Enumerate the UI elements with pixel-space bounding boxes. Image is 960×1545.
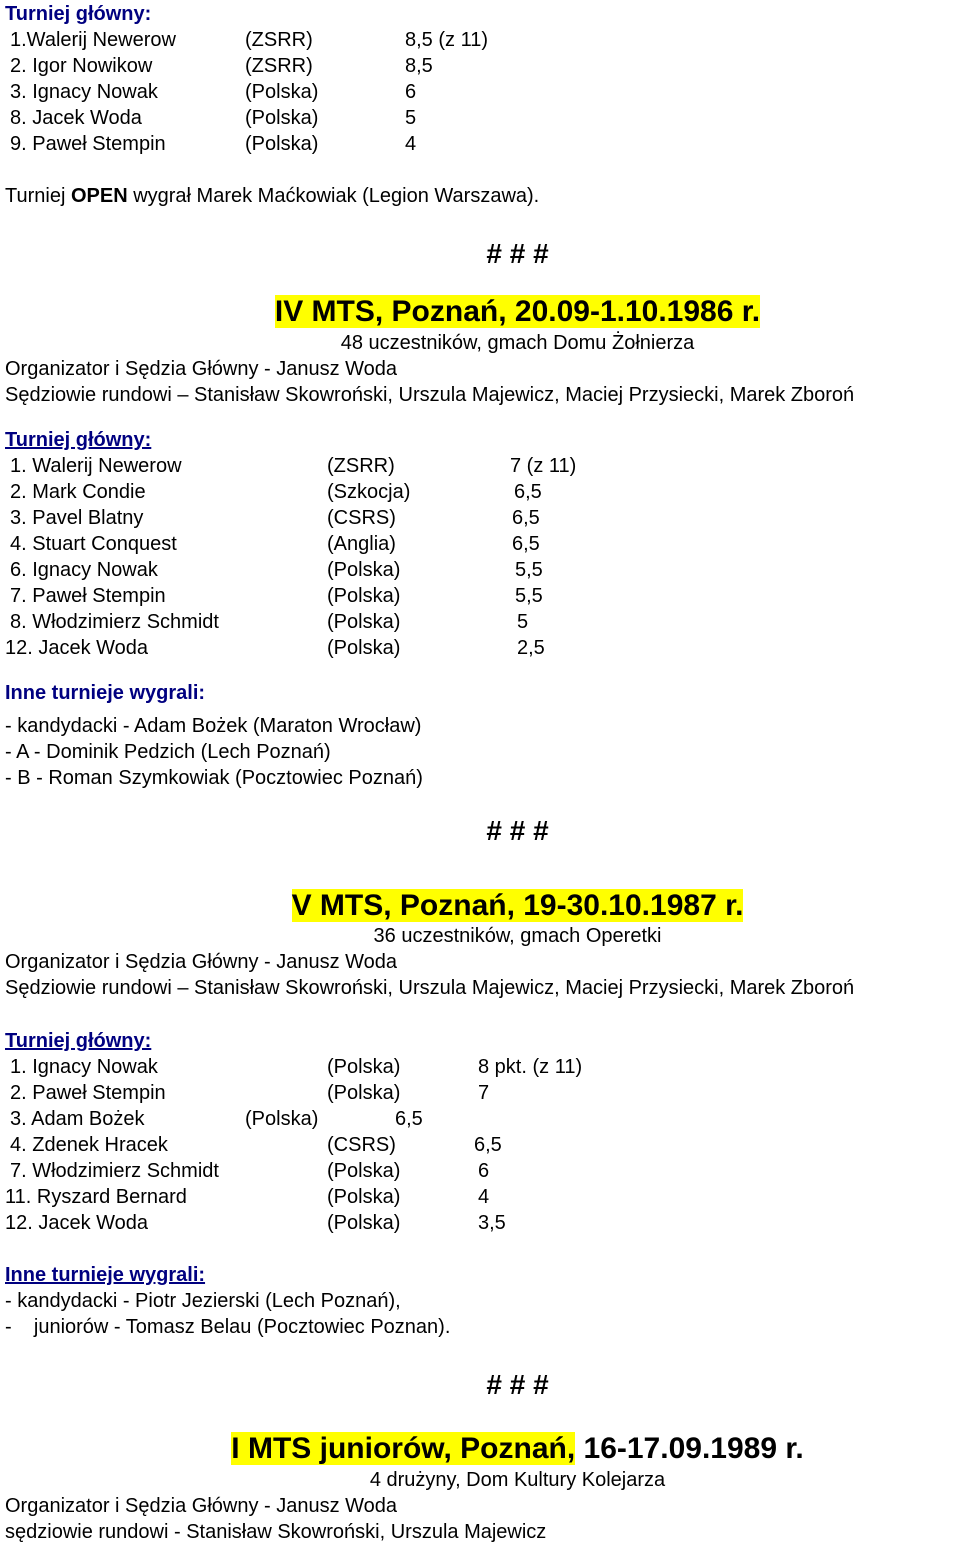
player-score: 5 bbox=[405, 107, 417, 129]
participants-info: 36 uczestników, gmach Operetki bbox=[373, 925, 662, 947]
participants-info: 48 uczestników, gmach Domu Żołnierza bbox=[340, 332, 695, 354]
player-name: 2. Igor Nowikow bbox=[10, 55, 153, 77]
player-name: 4. Zdenek Hracek bbox=[10, 1134, 168, 1156]
player-country: (CSRS) bbox=[327, 1134, 396, 1156]
participants-info: 4 drużyny, Dom Kultury Kolejarza bbox=[369, 1469, 666, 1491]
player-score: 5,5 bbox=[515, 559, 543, 581]
player-name: 12. Jacek Woda bbox=[5, 1212, 149, 1234]
player-country: (Polska) bbox=[245, 1108, 319, 1130]
player-name: 1.Walerij Newerow bbox=[10, 29, 176, 51]
player-name: 6. Ignacy Nowak bbox=[10, 559, 158, 581]
player-name: 7. Paweł Stempin bbox=[10, 585, 166, 607]
title-highlight: V MTS, Poznań, 19-30.10.1987 r. bbox=[291, 889, 744, 922]
title-highlight: IV MTS, Poznań, 20.09-1.10.1986 r. bbox=[274, 295, 761, 328]
player-score: 5,5 bbox=[515, 585, 543, 607]
player-name: 2. Mark Condie bbox=[10, 481, 146, 503]
section-title-i-mts-juniorow bbox=[0, 1430, 960, 1468]
player-country: (Polska) bbox=[245, 81, 319, 103]
player-score: 7 (z 11) bbox=[510, 455, 577, 477]
player-country: (Polska) bbox=[327, 1056, 401, 1078]
player-country: (Anglia) bbox=[327, 533, 396, 555]
section-separator: # # # bbox=[486, 815, 549, 846]
player-name: 1. Walerij Newerow bbox=[10, 455, 182, 477]
section-separator: # # # bbox=[486, 1369, 549, 1400]
player-country: (ZSRR) bbox=[327, 455, 395, 477]
player-score: 8,5 (z 11) bbox=[405, 29, 488, 51]
player-name: 8. Jacek Woda bbox=[10, 107, 142, 129]
player-country: (Polska) bbox=[327, 637, 401, 659]
open-tournament-note bbox=[5, 183, 539, 209]
player-name: 3. Pavel Blatny bbox=[10, 507, 144, 529]
player-name: 3. Adam Bożek bbox=[10, 1108, 145, 1130]
player-country: (Polska) bbox=[327, 1160, 401, 1182]
player-score: 2,5 bbox=[517, 637, 545, 659]
player-country: (Szkocja) bbox=[327, 481, 411, 503]
player-score: 6,5 bbox=[395, 1108, 423, 1130]
referees-info: Sędziowie rundowi – Stanisław Skowroński, Urszula Majewicz, Maciej Przysiecki, Marek Zboroń bbox=[5, 384, 855, 406]
player-score: 6 bbox=[478, 1160, 490, 1182]
player-country: (Polska) bbox=[327, 1186, 401, 1208]
player-score: 8 pkt. (z 11) bbox=[478, 1056, 583, 1078]
player-country: (Polska) bbox=[327, 559, 401, 581]
player-country: (Polska) bbox=[327, 1082, 401, 1104]
main-tournament-heading-0: Turniej główny: bbox=[5, 3, 152, 25]
player-name: 1. Ignacy Nowak bbox=[10, 1056, 158, 1078]
organizer-info: Organizator i Sędzia Główny - Janusz Woda bbox=[5, 1495, 398, 1517]
main-tournament-heading-1: Turniej główny: bbox=[5, 429, 152, 451]
player-country: (Polska) bbox=[327, 1212, 401, 1234]
section-title-v-mts bbox=[0, 887, 960, 925]
player-score: 6 bbox=[405, 81, 417, 103]
player-score: 7 bbox=[478, 1082, 490, 1104]
player-country: (ZSRR) bbox=[245, 55, 313, 77]
player-country: (Polska) bbox=[245, 107, 319, 129]
other-winner: - kandydacki - Piotr Jezierski (Lech Poznań), bbox=[5, 1290, 401, 1312]
open-prefix: Turniej bbox=[5, 185, 71, 207]
other-winner: - kandydacki - Adam Bożek (Maraton Wrocław) bbox=[5, 715, 422, 737]
organizer-info: Organizator i Sędzia Główny - Janusz Woda bbox=[5, 951, 398, 973]
player-country: (Polska) bbox=[327, 585, 401, 607]
open-label: OPEN bbox=[70, 185, 128, 207]
player-score: 5 bbox=[517, 611, 529, 633]
player-score: 3,5 bbox=[478, 1212, 506, 1234]
player-country: (ZSRR) bbox=[245, 29, 313, 51]
title-highlight: I MTS juniorów, Poznań, bbox=[231, 1432, 576, 1465]
other-tournaments-heading-1: Inne turnieje wygrali: bbox=[5, 682, 206, 704]
player-name: 4. Stuart Conquest bbox=[10, 533, 177, 555]
organizer-info: Organizator i Sędzia Główny - Janusz Woda bbox=[5, 358, 398, 380]
player-country: (CSRS) bbox=[327, 507, 396, 529]
player-score: 4 bbox=[478, 1186, 490, 1208]
referees-info: sędziowie rundowi - Stanisław Skowroński, Urszula Majewicz bbox=[5, 1521, 547, 1543]
player-name: 9. Paweł Stempin bbox=[10, 133, 166, 155]
player-name: 3. Ignacy Nowak bbox=[10, 81, 158, 103]
player-country: (Polska) bbox=[327, 611, 401, 633]
other-winner: - A - Dominik Pedzich (Lech Poznań) bbox=[5, 741, 331, 763]
open-winner: wygrał Marek Maćkowiak (Legion Warszawa). bbox=[127, 185, 540, 207]
player-score: 6,5 bbox=[512, 507, 540, 529]
player-name: 7. Włodzimierz Schmidt bbox=[10, 1160, 219, 1182]
player-score: 4 bbox=[405, 133, 417, 155]
section-separator: # # # bbox=[486, 238, 549, 269]
player-score: 6,5 bbox=[474, 1134, 502, 1156]
player-country: (Polska) bbox=[245, 133, 319, 155]
player-name: 12. Jacek Woda bbox=[5, 637, 149, 659]
section-title-iv-mts bbox=[0, 293, 960, 331]
player-score: 8,5 bbox=[405, 55, 433, 77]
player-name: 8. Włodzimierz Schmidt bbox=[10, 611, 219, 633]
player-score: 6,5 bbox=[512, 533, 540, 555]
other-winner: - B - Roman Szymkowiak (Pocztowiec Poznań) bbox=[5, 767, 423, 789]
player-name: 2. Paweł Stempin bbox=[10, 1082, 166, 1104]
other-tournaments-heading-2: Inne turnieje wygrali: bbox=[5, 1264, 206, 1286]
other-winner: - juniorów - Tomasz Belau (Pocztowiec Poznan). bbox=[5, 1316, 451, 1338]
referees-info: Sędziowie rundowi – Stanisław Skowroński, Urszula Majewicz, Maciej Przysiecki, Marek Zboroń bbox=[5, 977, 855, 999]
main-tournament-heading-2: Turniej główny: bbox=[5, 1030, 152, 1052]
title-date: 16-17.09.1989 r. bbox=[575, 1432, 804, 1465]
player-score: 6,5 bbox=[514, 481, 542, 503]
player-name: 11. Ryszard Bernard bbox=[5, 1186, 187, 1208]
